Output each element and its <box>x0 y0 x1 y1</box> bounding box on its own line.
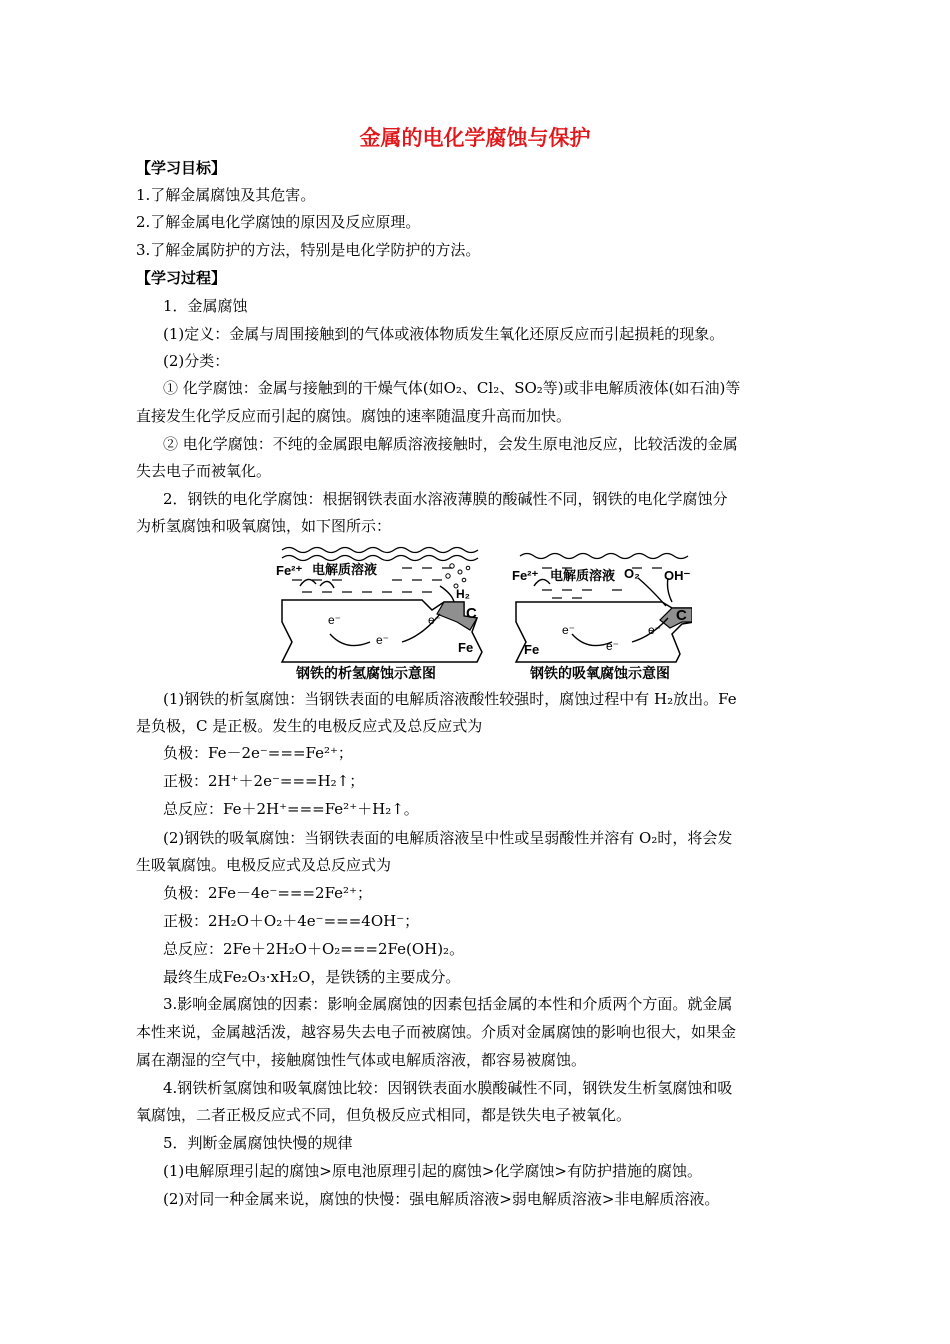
section-heading: 1．金属腐蚀 <box>163 297 248 315</box>
paragraph-line: 3.影响金属腐蚀的因素：影响金属腐蚀的因素包括金属的本性和介质两个方面。就金属 <box>163 995 733 1013</box>
paragraph-line: 2．钢铁的电化学腐蚀：根据钢铁表面水溶液薄膜的酸碱性不同，钢铁的电化学腐蚀分 <box>163 490 728 508</box>
electron-label: e⁻ <box>562 623 576 637</box>
diagram-caption: 钢铁的吸氧腐蚀示意图 <box>530 666 670 682</box>
corrosion-diagram <box>272 542 692 682</box>
paragraph-line: 4.钢铁析氢腐蚀和吸氧腐蚀比较：因钢铁表面水膜酸碱性不同，钢铁发生析氢腐蚀和吸 <box>163 1079 733 1097</box>
electron-label: e⁻ <box>606 639 620 653</box>
paragraph-line: 直接发生化学反应而引起的腐蚀。腐蚀的速率随温度升高而加快。 <box>136 407 572 425</box>
ferrous-ion-label: Fe²⁺ <box>276 563 303 578</box>
page-title: 金属的电化学腐蚀与保护 <box>359 126 591 150</box>
diagram-caption: 钢铁的析氢腐蚀示意图 <box>296 666 436 682</box>
oxygen-corrosion-diagram <box>512 554 692 683</box>
paragraph-line: 为析氢腐蚀和吸氧腐蚀，如下图所示： <box>136 517 392 535</box>
paragraph-line: (1)钢铁的析氢腐蚀：当钢铁表面的电解质溶液酸性较强时，腐蚀过程中有 H₂放出。Fe <box>163 690 737 708</box>
carbon-label: C <box>676 607 687 624</box>
paragraph-line: 氧腐蚀，二者正极反应式不同，但负极反应式相同，都是铁失电子被氧化。 <box>136 1106 632 1124</box>
electrolyte-label: 电解质溶液 <box>312 563 378 578</box>
electron-label: e⁻ <box>648 623 662 637</box>
paragraph-line: ① 化学腐蚀：金属与接触到的干燥气体(如O₂、Cl₂、SO₂等)或非电解质液体(如石油)等 <box>163 379 741 397</box>
paragraph-line: 失去电子而被氧化。 <box>136 462 272 480</box>
electrolyte-label: 电解质溶液 <box>550 569 616 584</box>
goal-item: 1.了解金属腐蚀及其危害。 <box>136 186 316 204</box>
ferrous-ion-label: Fe²⁺ <box>512 568 539 583</box>
section-heading: 5．判断金属腐蚀快慢的规律 <box>163 1134 353 1152</box>
paragraph-line: ② 电化学腐蚀：不纯的金属跟电解质溶液接触时，会发生原电池反应，比较活泼的金属 <box>163 435 738 453</box>
electron-label: e⁻ <box>428 613 442 627</box>
paragraph-line: 本性来说，金属越活泼，越容易失去电子而被腐蚀。介质对金属腐蚀的影响也很大，如果金 <box>136 1023 737 1041</box>
paragraph-line: (1)电解原理引起的腐蚀>原电池原理引起的腐蚀>化学腐蚀>有防护措施的腐蚀。 <box>163 1162 702 1180</box>
paragraph-line: 是负极，C 是正极。发生的电极反应式及总反应式为 <box>136 717 483 735</box>
paragraph-line: 属在潮湿的空气中，接触腐蚀性气体或电解质溶液，都容易被腐蚀。 <box>136 1051 587 1069</box>
equation-line: 正极：2H₂O＋O₂＋4e⁻===4OH⁻； <box>163 912 420 930</box>
paragraph-line: (2)分类： <box>163 352 230 370</box>
paragraph-line: (2)对同一种金属来说，腐蚀的快慢：强电解质溶液>弱电解质溶液>非电解质溶液。 <box>163 1190 720 1208</box>
hydroxide-label: OH⁻ <box>664 568 691 583</box>
equation-line: 总反应：2Fe＋2H₂O＋O₂===2Fe(OH)₂。 <box>163 940 465 958</box>
equation-line: 负极：2Fe－4e⁻===2Fe²⁺； <box>163 884 372 902</box>
iron-label: Fe <box>524 642 540 657</box>
paragraph-line: (2)钢铁的吸氧腐蚀：当钢铁表面的电解质溶液呈中性或呈弱酸性并溶有 O₂时，将会发 <box>163 829 733 847</box>
oxygen-label: O₂ <box>624 566 640 581</box>
hydrogen-corrosion-diagram <box>276 548 482 683</box>
process-heading: 【学习过程】 <box>136 269 227 287</box>
electron-label: e⁻ <box>328 613 342 627</box>
goal-item: 3.了解金属防护的方法，特别是电化学防护的方法。 <box>136 241 481 259</box>
equation-line: 负极：Fe－2e⁻===Fe²⁺； <box>163 744 353 762</box>
paragraph-line: 生吸氧腐蚀。电极反应式及总反应式为 <box>136 856 392 874</box>
carbon-label: C <box>466 605 477 622</box>
hydrogen-label: H₂ <box>456 587 470 601</box>
goal-item: 2.了解金属电化学腐蚀的原因及反应原理。 <box>136 213 421 231</box>
equation-line: 正极：2H⁺＋2e⁻===H₂↑； <box>163 772 365 790</box>
equation-line: 总反应：Fe＋2H⁺===Fe²⁺＋H₂↑。 <box>163 800 419 818</box>
goals-heading: 【学习目标】 <box>136 159 227 177</box>
iron-label: Fe <box>458 640 474 655</box>
electron-label: e⁻ <box>376 633 390 647</box>
paragraph-line: 最终生成Fe₂O₃·xH₂O，是铁锈的主要成分。 <box>163 968 461 986</box>
paragraph-line: (1)定义：金属与周围接触到的气体或液体物质发生氧化还原反应而引起损耗的现象。 <box>163 325 725 343</box>
